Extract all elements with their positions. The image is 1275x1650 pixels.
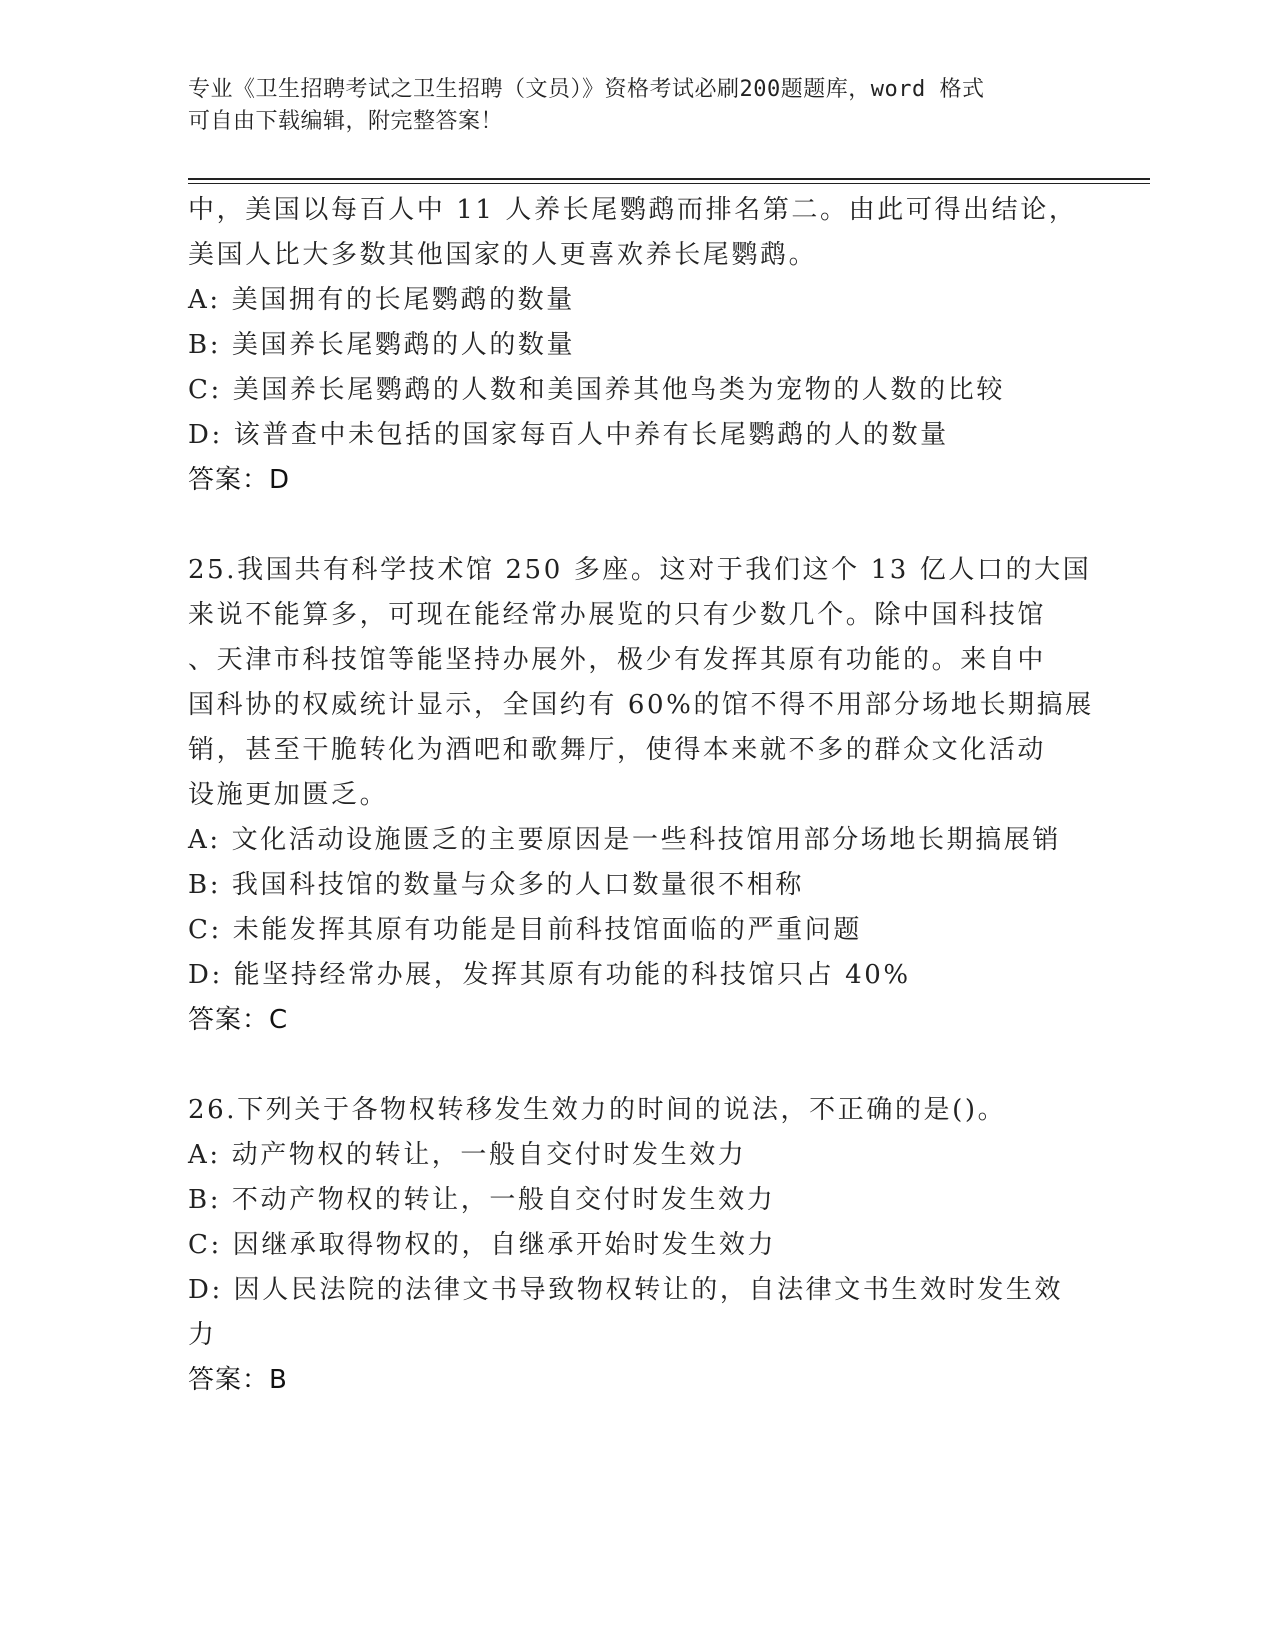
question-stem-line: 、天津市科技馆等能坚持办展外，极少有发挥其原有功能的。来自中 (188, 645, 1047, 675)
option-c: C: 美国养长尾鹦鹉的人数和美国养其他鸟类为宠物的人数的比较 (188, 375, 1005, 405)
answer-line: 答案：C (188, 1005, 289, 1035)
header-rule-thick (188, 178, 1150, 180)
question-stem-line: 销，甚至干脆转化为酒吧和歌舞厅，使得本来就不多的群众文化活动 (188, 735, 1047, 765)
question-stem-line: 国科协的权威统计显示，全国约有 60%的馆不得不用部分场地长期搞展 (188, 690, 1094, 720)
header-line-2: 可自由下载编辑，附完整答案！ (188, 109, 504, 134)
option-d: D: 因人民法院的法律文书导致物权转让的，自法律文书生效时发生效 (188, 1275, 1064, 1305)
question-spacer (188, 1043, 1088, 1088)
question-stem-line: 中，美国以每百人中 11 人养长尾鹦鹉而排名第二。由此可得出结论， (188, 195, 1078, 225)
option-d-continuation: 力 (188, 1320, 217, 1350)
question-spacer (188, 503, 1088, 548)
option-b: B: 不动产物权的转让，一般自交付时发生效力 (188, 1185, 776, 1215)
option-c: C: 未能发挥其原有功能是目前科技馆面临的严重问题 (188, 915, 862, 945)
question-stem-line: 设施更加匮乏。 (188, 780, 389, 810)
option-b: B: 美国养长尾鹦鹉的人的数量 (188, 330, 576, 360)
header-rule-thin (188, 183, 1150, 184)
question-26 (188, 1088, 1088, 1403)
question-stem-line: 25.我国共有科学技术馆 250 多座。这对于我们这个 13 亿人口的大国 (188, 555, 1092, 585)
answer-line: 答案：B (188, 1365, 288, 1395)
question-stem-line: 来说不能算多，可现在能经常办展览的只有少数几个。除中国科技馆 (188, 600, 1047, 630)
option-d: D: 该普查中未包括的国家每百人中养有长尾鹦鹉的人的数量 (188, 420, 949, 450)
document-body (188, 188, 1094, 1403)
answer-line: 答案：D (188, 465, 291, 495)
option-c: C: 因继承取得物权的，自继承开始时发生效力 (188, 1230, 777, 1260)
question-24 (188, 188, 1088, 503)
question-stem-line: 美国人比大多数其他国家的人更喜欢养长尾鹦鹉。 (188, 240, 818, 270)
option-a: A: 动产物权的转让，一般自交付时发生效力 (188, 1140, 747, 1170)
option-b: B: 我国科技馆的数量与众多的人口数量很不相称 (188, 870, 804, 900)
option-d: D: 能坚持经常办展，发挥其原有功能的科技馆只占 40% (188, 960, 911, 990)
header-line-1: 专业《卫生招聘考试之卫生招聘（文员）》资格考试必刷200题题库，word 格式 (188, 77, 985, 102)
question-stem-line: 26.下列关于各物权转移发生效力的时间的说法，不正确的是()。 (188, 1095, 1007, 1125)
option-a: A: 美国拥有的长尾鹦鹉的数量 (188, 285, 575, 315)
option-a: A: 文化活动设施匮乏的主要原因是一些科技馆用部分场地长期搞展销 (188, 825, 1062, 855)
page-header (188, 74, 1068, 138)
question-25 (188, 548, 1094, 1043)
